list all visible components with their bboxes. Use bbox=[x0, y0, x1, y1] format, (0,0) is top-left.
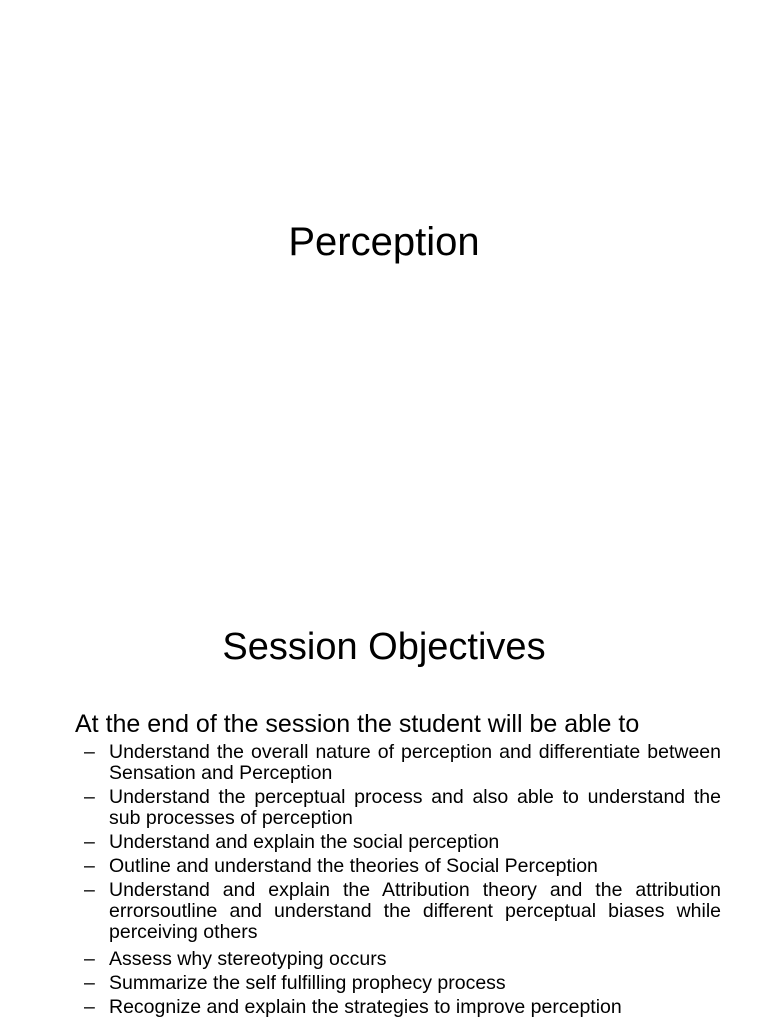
dash-bullet-icon: – bbox=[84, 996, 95, 1018]
objective-text: Outline and understand the theories of Social Perception bbox=[109, 855, 598, 877]
dash-bullet-icon: – bbox=[84, 855, 95, 877]
objective-text: Understand and explain the Attribution theory and the attribution errorsoutline and understand the different perceptual biases while perceiving others bbox=[109, 879, 721, 943]
objective-text: Understand the perceptual process and also able to understand the sub processes of perception bbox=[109, 786, 721, 829]
objective-item bbox=[84, 997, 721, 1018]
objective-item bbox=[84, 856, 721, 877]
objectives-intro: At the end of the session the student will be able to bbox=[75, 710, 640, 738]
objective-text: Understand the overall nature of perception and differentiate between Sensation and Perception bbox=[109, 741, 721, 784]
objective-item bbox=[84, 949, 721, 970]
objective-item bbox=[84, 973, 721, 994]
dash-bullet-icon: – bbox=[84, 741, 95, 763]
dash-bullet-icon: – bbox=[84, 786, 95, 808]
slide-heading: Session Objectives bbox=[222, 626, 546, 668]
slide-session-objectives bbox=[0, 576, 768, 1024]
dash-bullet-icon: – bbox=[84, 879, 95, 901]
objective-text: Understand and explain the social perception bbox=[109, 831, 500, 853]
objective-item bbox=[84, 742, 721, 784]
dash-bullet-icon: – bbox=[84, 831, 95, 853]
objective-item bbox=[84, 787, 721, 829]
objective-text: Summarize the self fulfilling prophecy process bbox=[109, 972, 506, 994]
objective-text: Recognize and explain the strategies to improve perception bbox=[109, 996, 622, 1018]
slide-title: Perception bbox=[288, 220, 480, 264]
objective-text: Assess why stereotyping occurs bbox=[109, 948, 387, 970]
objectives-list bbox=[84, 742, 721, 1021]
objective-item bbox=[84, 832, 721, 853]
objective-item bbox=[84, 880, 721, 943]
dash-bullet-icon: – bbox=[84, 948, 95, 970]
dash-bullet-icon: – bbox=[84, 972, 95, 994]
